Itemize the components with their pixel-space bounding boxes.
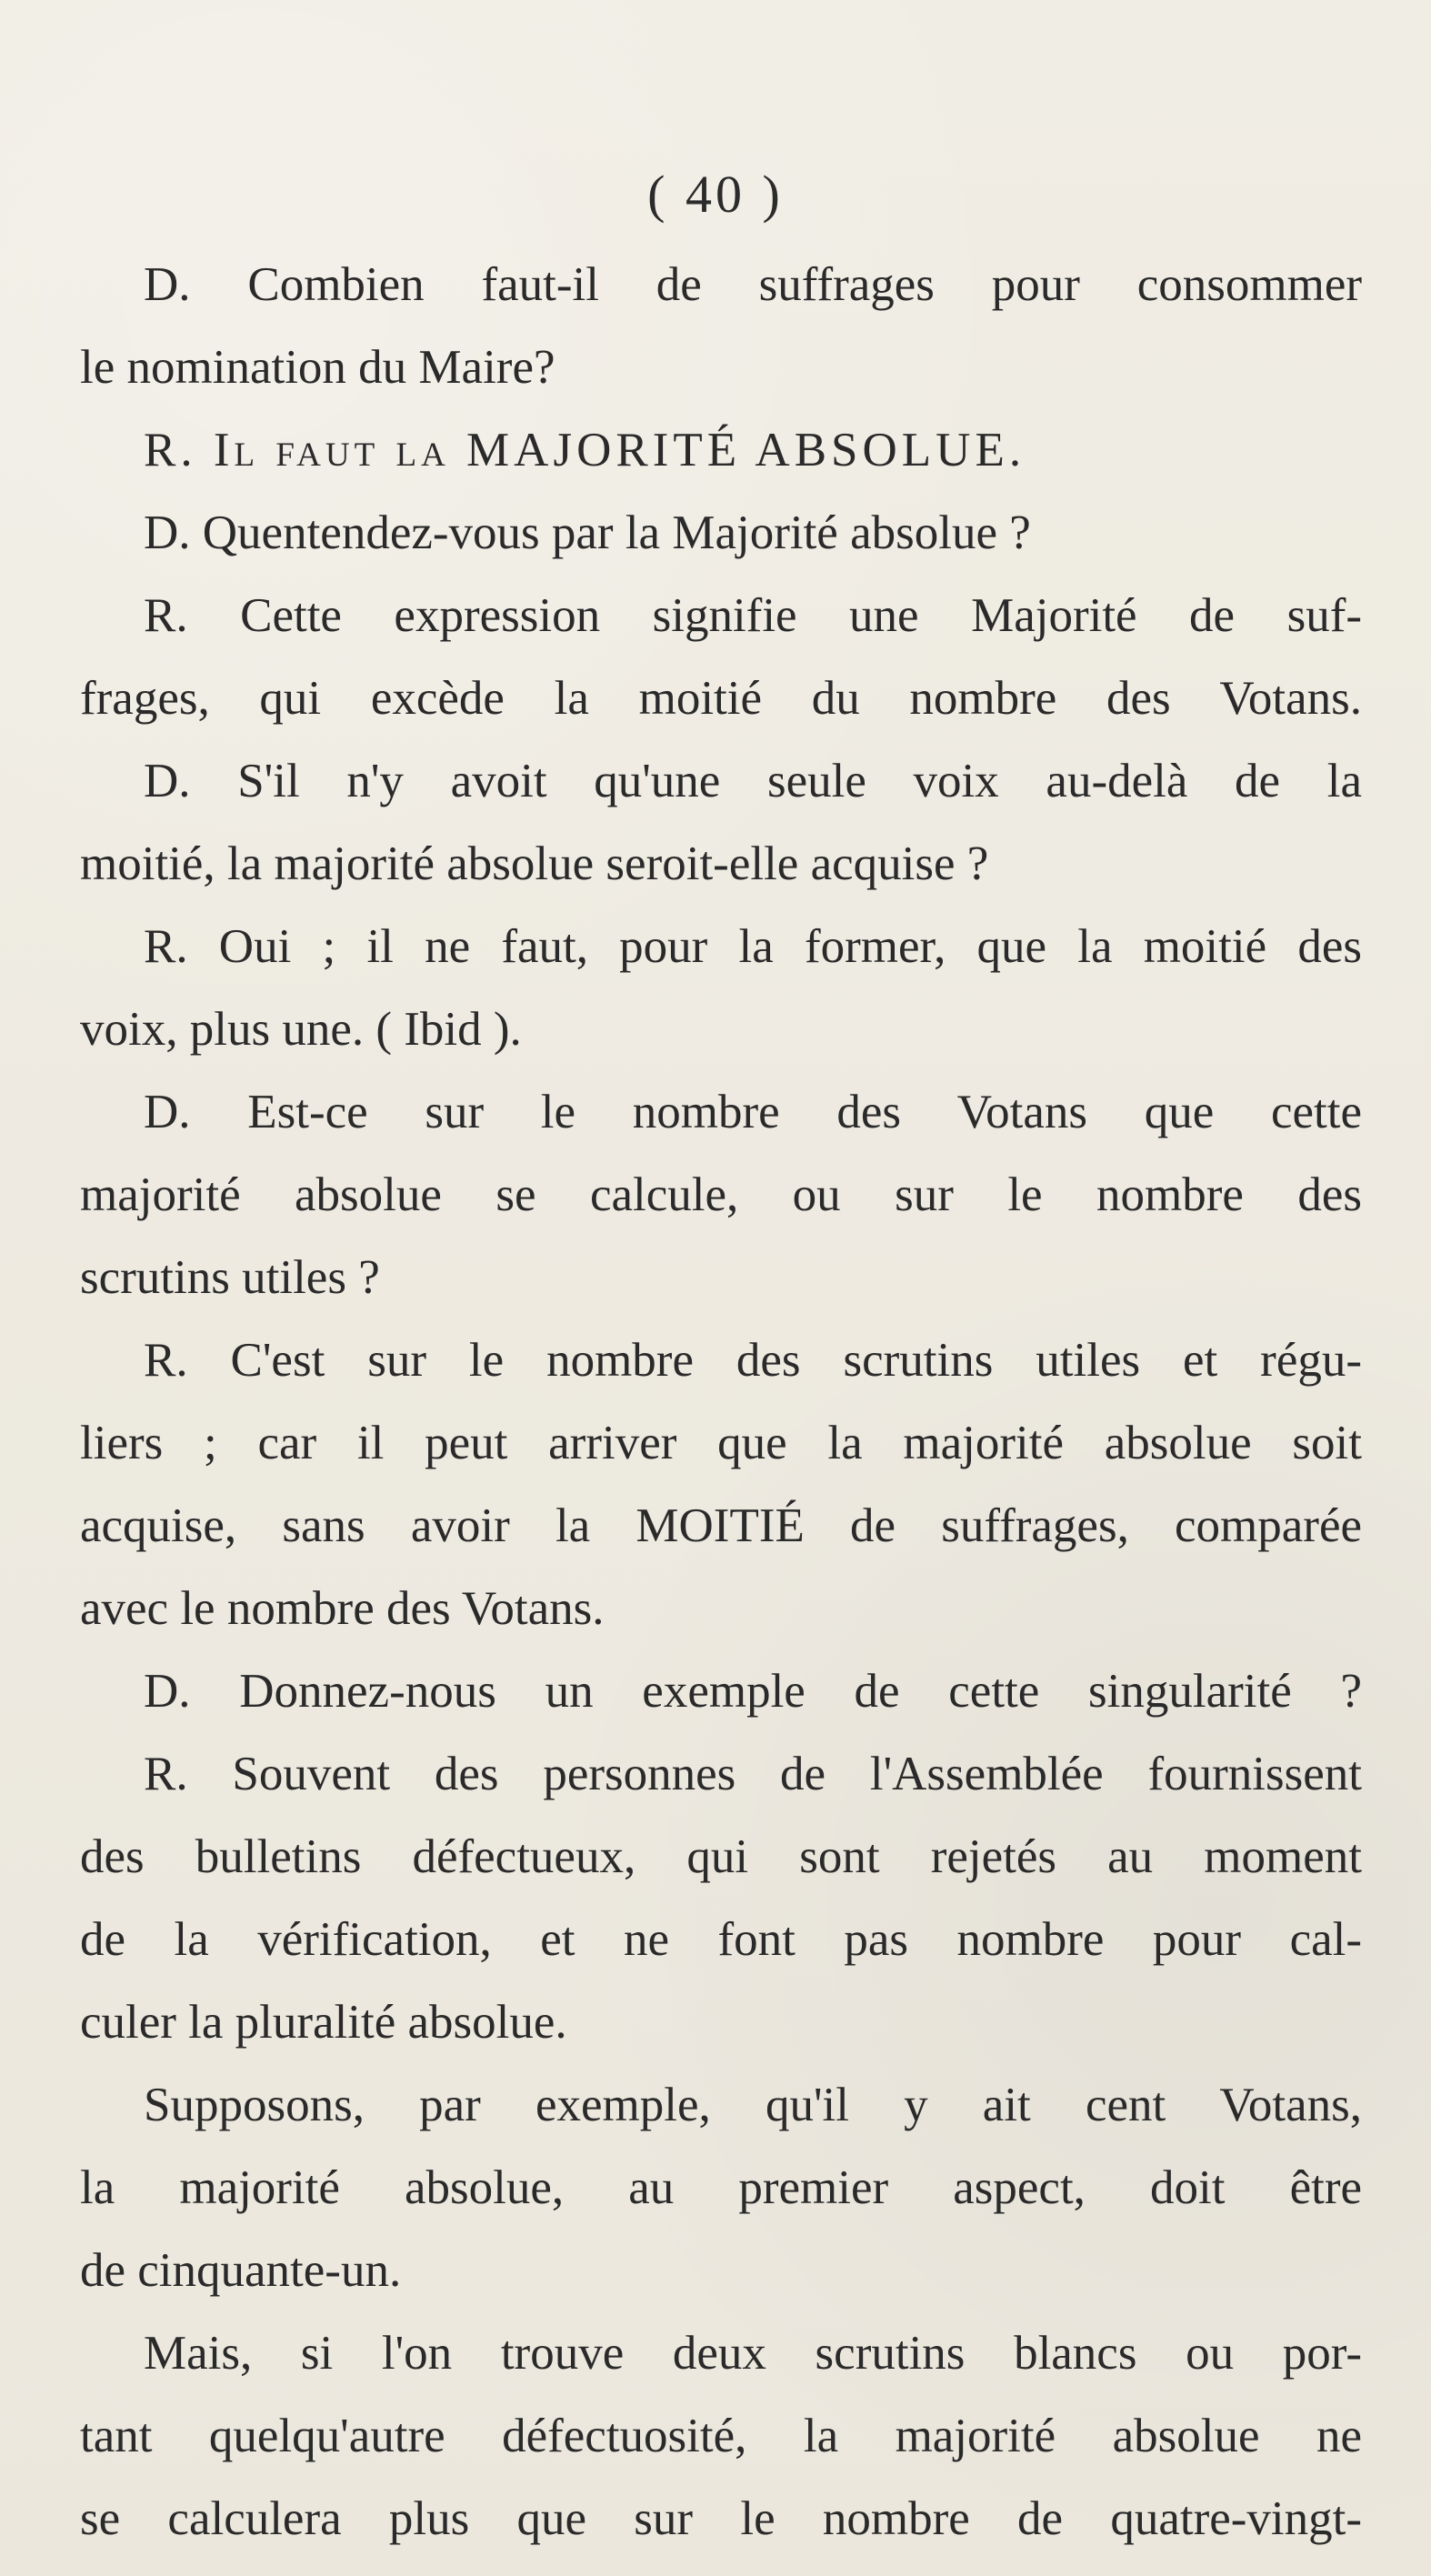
text-line-11: D. Est-ce sur le nombre des Votans que cette: [144, 1086, 1362, 1138]
text-line-1: D. Combien faut-il de suffrages pour consommer: [144, 258, 1362, 311]
text-line-4: D. Quentendez-vous par la Majorité absolue ?: [144, 506, 1031, 559]
text-line-26: Mais, si l'on trouve deux scrutins blancs ou por-: [144, 2327, 1362, 2380]
text-line-15: liers ; car il peut arriver que la majorité absolue soit: [80, 1417, 1362, 1469]
text-line-17: avec le nombre des Votans.: [80, 1582, 605, 1635]
text-line-8: moitié, la majorité absolue seroit-elle acquise ?: [80, 837, 989, 890]
text-line-7: D. S'il n'y avoit qu'une seule voix au-delà de la: [144, 755, 1362, 807]
page-text: [80, 244, 1362, 2561]
text-line-5: R. Cette expression signifie une Majorité de suf-: [144, 589, 1362, 642]
text-line-16: acquise, sans avoir la MOITIÉ de suffrages, comparée: [80, 1499, 1362, 1552]
text-line-21: de la vérification, et ne font pas nombre pour cal-: [80, 1913, 1362, 1966]
text-line-9: R. Oui ; il ne faut, pour la former, que la moitié des: [144, 920, 1362, 973]
text-line-24: la majorité absolue, au premier aspect, doit être: [80, 2161, 1362, 2214]
page-number: ( 40 ): [647, 165, 784, 224]
text-line-20: des bulletins défectueux, qui sont rejetés au moment: [80, 1830, 1362, 1883]
text-line-10: voix, plus une. ( Ibid ).: [80, 1003, 522, 1056]
text-line-27: tant quelqu'autre défectuosité, la majorité absolue ne: [80, 2410, 1362, 2462]
text-line-13: scrutins utiles ?: [80, 1251, 380, 1304]
text-line-22: culer la pluralité absolue.: [80, 1996, 567, 2049]
text-line-14: R. C'est sur le nombre des scrutins utiles et régu-: [144, 1334, 1362, 1387]
text-line-12: majorité absolue se calcule, ou sur le nombre des: [80, 1168, 1362, 1221]
text-line-6: frages, qui excède la moitié du nombre des Votans.: [80, 672, 1362, 725]
text-line-19: R. Souvent des personnes de l'Assemblée fournissent: [144, 1748, 1362, 1800]
text-line-28: se calculera plus que sur le nombre de quatre-vingt-: [80, 2492, 1362, 2545]
text-line-23: Supposons, par exemple, qu'il y ait cent Votans,: [144, 2079, 1362, 2131]
text-line-18: D. Donnez-nous un exemple de cette singularité ?: [144, 1665, 1362, 1718]
text-line-3: R. Il faut la MAJORITÉ ABSOLUE.: [144, 424, 1026, 476]
text-line-25: de cinquante-un.: [80, 2244, 402, 2297]
text-line-2: le nomination du Maire?: [80, 341, 555, 394]
